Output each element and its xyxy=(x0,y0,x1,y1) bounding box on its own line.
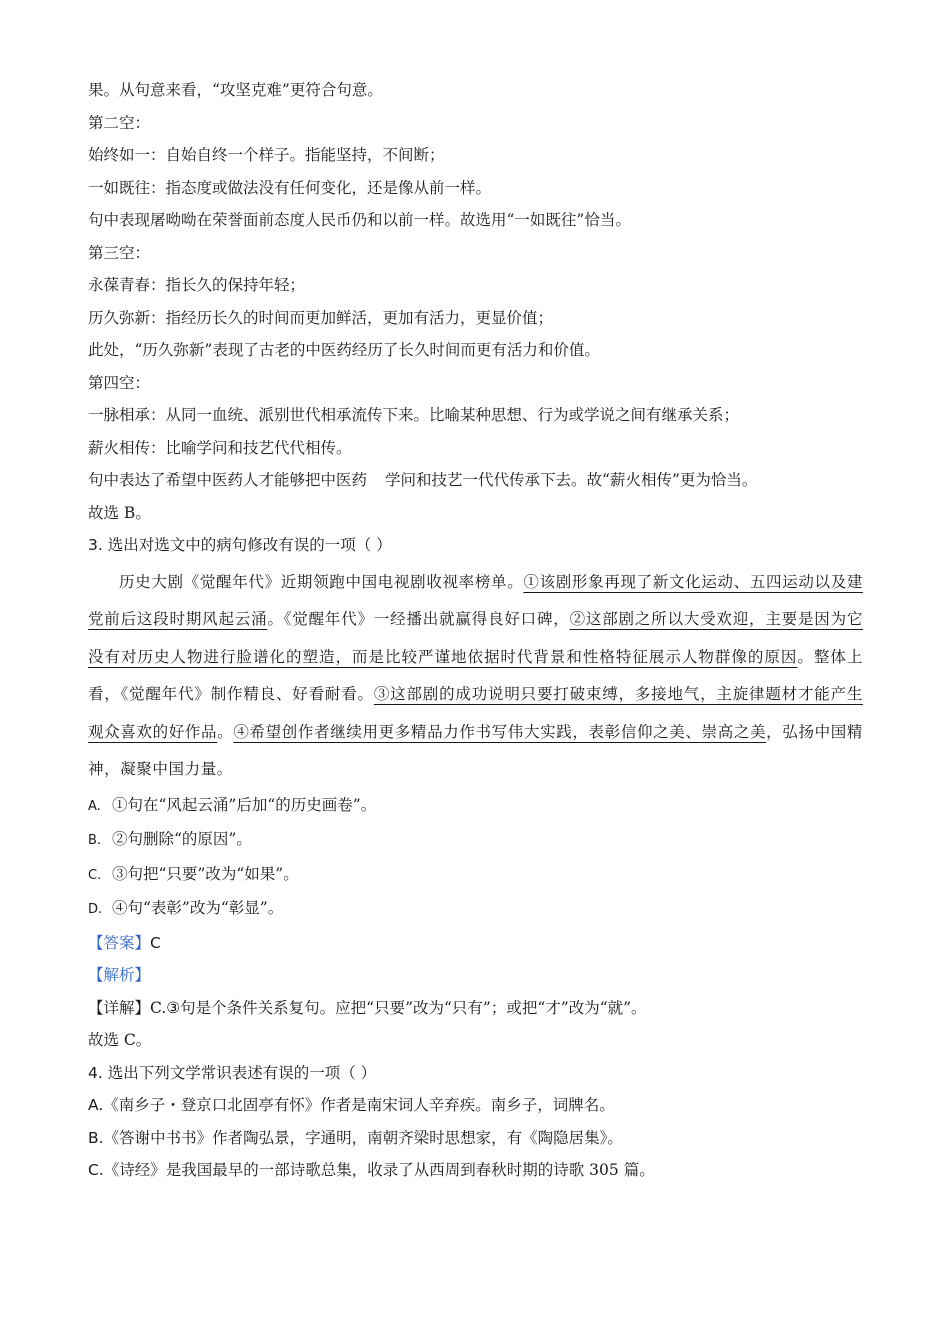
text-line: 果。从句意来看，“攻坚克难”更符合句意。 xyxy=(88,81,383,99)
option-letter: D. xyxy=(88,902,103,917)
text-line: 第二空： xyxy=(88,113,151,132)
reading-passage xyxy=(88,564,863,789)
question-number: 4. xyxy=(88,1063,103,1082)
text-fragment: 学问和技艺一代代传承下去。故“薪火相传”更为恰当。 xyxy=(385,471,758,489)
text-line: 薪火相传：比喻学问和技艺代代相传。 xyxy=(88,438,352,457)
option-text: ②句删除“的原因”。 xyxy=(112,830,252,848)
text-line: 历久弥新：指经历长久的时间而更加鲜活，更加有活力，更显价值； xyxy=(88,308,554,327)
text-line: 一如既往：指态度或做法没有任何变化，还是像从前一样。 xyxy=(88,178,492,197)
passage-text: 。整体上看，《觉醒年代》制作精良、好看耐看。 xyxy=(88,647,863,703)
answer-line xyxy=(88,927,863,960)
option-letter: B. xyxy=(88,1128,104,1147)
sentence-2: ②这部剧之所以大受欢迎，主要是因为它没有对历史人物进行脸谱化的塑造，而是比较严谨地依据时代背景和性格特征展示人物群像的原因 xyxy=(88,610,863,666)
option-letter: C. xyxy=(88,1161,104,1179)
option-c xyxy=(88,858,863,893)
option-letter: C. xyxy=(88,867,102,883)
option-text: ③句把“只要”改为“如果”。 xyxy=(112,864,299,883)
option-letter: A. xyxy=(88,1096,104,1114)
option-b xyxy=(88,823,863,858)
sentence-4: ④希望创作者继续用更多精品力作书写伟大实践，表彰信仰之美、崇高之美 xyxy=(233,722,767,741)
option-text: 《南乡子・登京口北固亭有怀》作者是南宋词人辛弃疾。南乡子，词牌名。 xyxy=(103,1096,615,1114)
detail-line xyxy=(88,992,863,1025)
text-line: 永葆青春：指长久的保持年轻； xyxy=(88,276,306,294)
detail-text: C.③句是个条件关系复句。应把“只要”改为“只有”；或把“才”改为“就”。 xyxy=(150,998,647,1017)
analysis-tag: 【解析】 xyxy=(88,966,151,984)
passage-text: 历史大剧《觉醒年代》近期领跑中国电视剧收视率榜单。 xyxy=(119,572,524,591)
document-page xyxy=(88,74,863,1187)
text-line xyxy=(88,464,863,497)
conclusion-q3: 故选 C。 xyxy=(88,1031,152,1049)
text-fragment: 句中表达了希望中医药人才能够把中医药 xyxy=(88,471,368,489)
option-c xyxy=(88,1154,863,1187)
option-letter: B. xyxy=(88,833,102,848)
sentence-1: ①该剧形象再现了新文化运动、五四运动以及建党前后这段时期风起云涌 xyxy=(88,572,863,628)
option-d xyxy=(88,892,863,927)
passage-text: ，弘扬中国精神，凝聚中国力量。 xyxy=(88,722,863,778)
text-line: 始终如一：自始自终一个样子。指能坚持，不间断； xyxy=(88,146,445,164)
question-4 xyxy=(88,1057,863,1090)
text-line: 一脉相承：从同一血统、派别世代相承流传下来。比喻某种思想、行为或学说之间有继承关系； xyxy=(88,406,740,424)
passage-text: 。 xyxy=(217,722,234,741)
option-a xyxy=(88,1089,863,1122)
answer-value: C xyxy=(150,933,161,952)
option-text: 《答谢中书书》作者陶弘景，字通明，南朝齐梁时思想家，有《陶隐居集》。 xyxy=(103,1128,623,1147)
question-stem: 选出下列文学常识表述有误的一项（ ） xyxy=(107,1063,377,1082)
conclusion-q2: 故选 B。 xyxy=(88,503,151,522)
option-text: ①句在“风起云涌”后加“的历史画卷”。 xyxy=(112,795,377,814)
question-number: 3. xyxy=(88,536,103,554)
option-a xyxy=(88,789,863,824)
analysis-line xyxy=(88,959,863,992)
question-stem: 选出对选文中的病句修改有误的一项（ ） xyxy=(107,536,392,554)
text-line: 第四空： xyxy=(88,373,151,392)
text-line: 第三空： xyxy=(88,243,151,262)
option-text: ④句“表彰”改为“彰显”。 xyxy=(112,899,284,917)
detail-tag: 【详解】 xyxy=(88,998,151,1017)
option-text: 《诗经》是我国最早的一部诗歌总集，收录了从西周到春秋时期的诗歌 305 篇。 xyxy=(103,1161,655,1179)
passage-text: 。《觉醒年代》一经播出就赢得良好口碑， xyxy=(267,610,570,628)
question-3 xyxy=(88,529,863,562)
option-b xyxy=(88,1122,863,1155)
sentence-3: ③这部剧的成功说明只要打破束缚，多接地气，主旋律题材才能产生观众喜欢的好作品 xyxy=(88,685,863,741)
answer-tag: 【答案】 xyxy=(88,933,151,952)
text-line: 此处，“历久弥新”表现了古老的中医药经历了长久时间而更有活力和价值。 xyxy=(88,341,600,359)
text-line: 句中表现屠呦呦在荣誉面前态度人民币仍和以前一样。故选用“一如既往”恰当。 xyxy=(88,211,631,229)
option-letter: A. xyxy=(88,798,101,814)
